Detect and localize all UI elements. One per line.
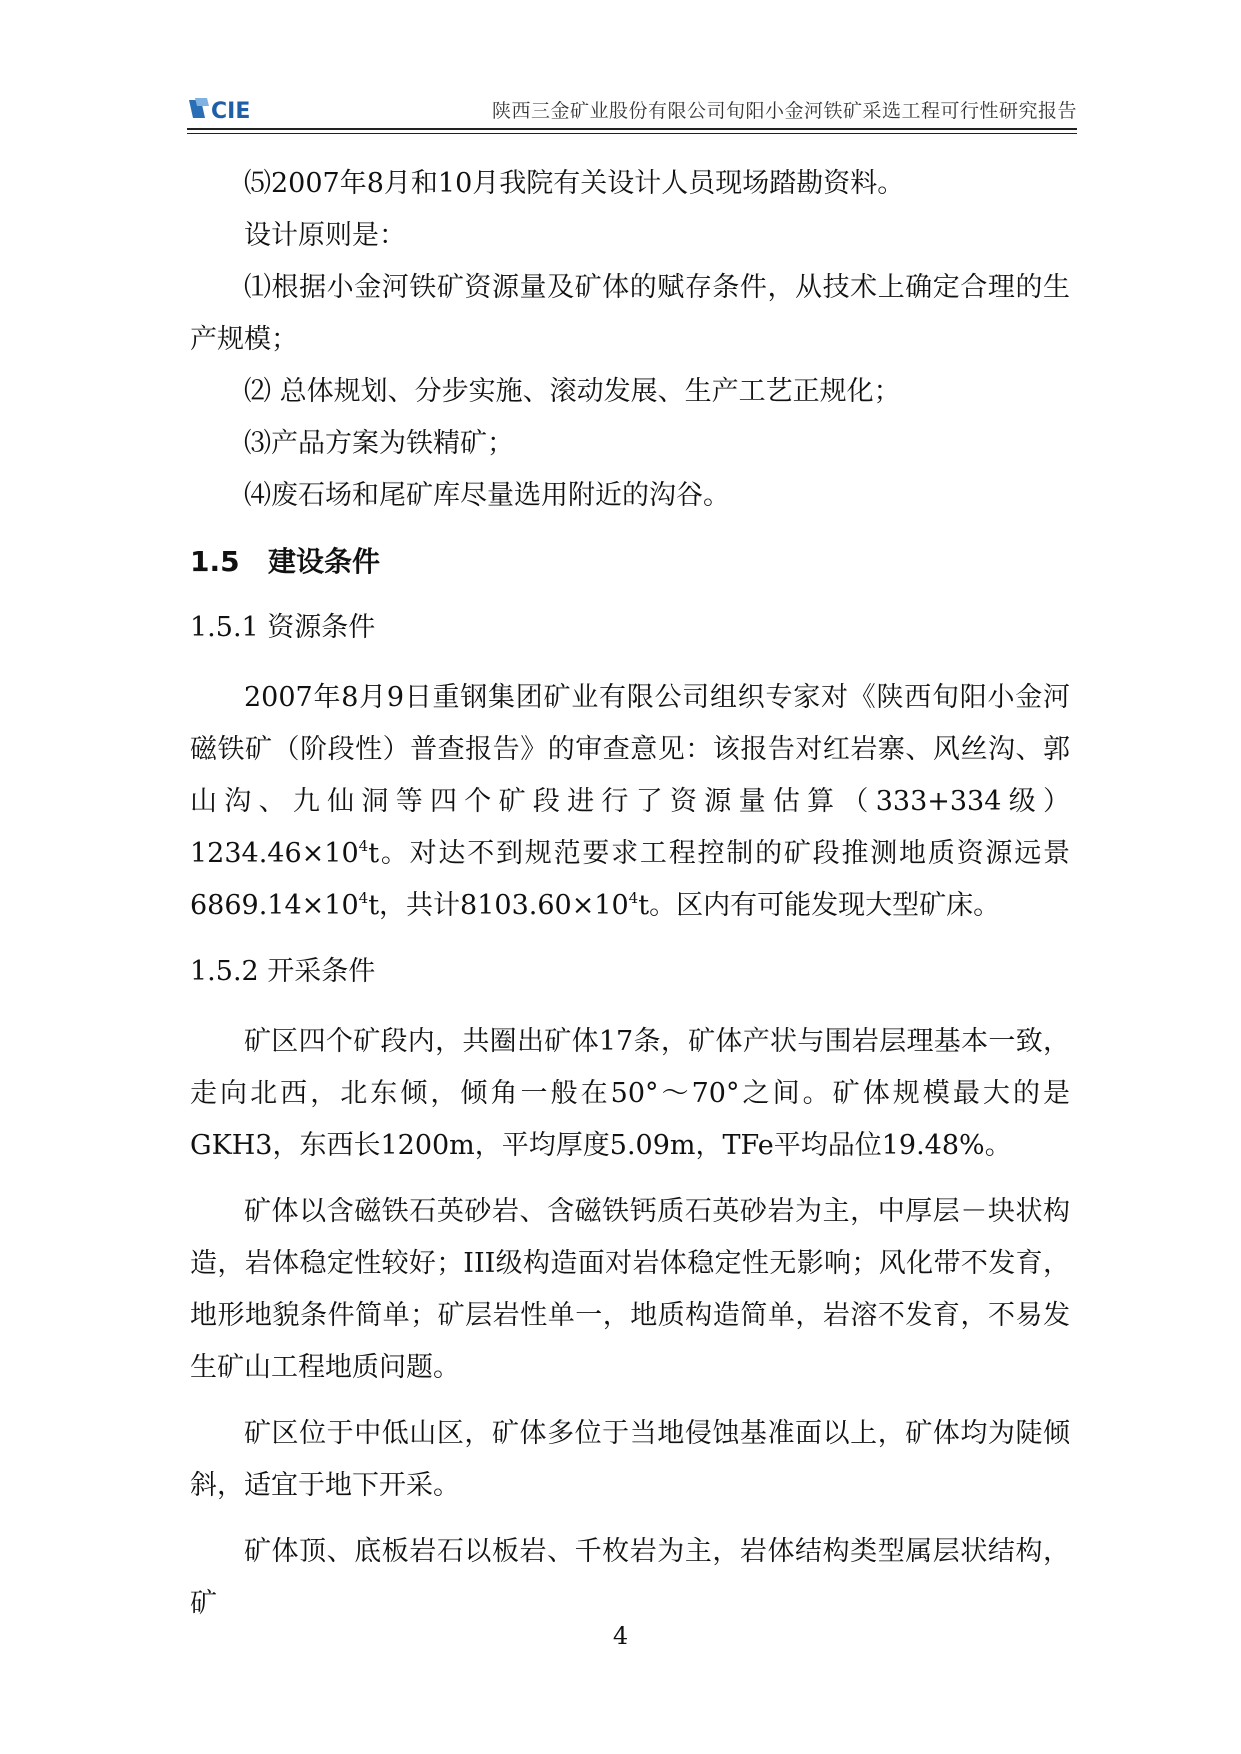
design-principles-label: 设计原则是： — [244, 220, 406, 251]
page-header — [187, 86, 1077, 130]
paragraph-item-5: ⑸2007年8月和10月我院有关设计人员现场踏勘资料。 — [244, 168, 905, 199]
section-title: 建设条件 — [268, 545, 381, 578]
cie-logo — [187, 96, 277, 122]
report-title: 陕西三金矿业股份有限公司旬阳小金河铁矿采选工程可行性研究报告 — [491, 100, 1077, 122]
section-number: 1.5 — [190, 545, 240, 578]
header-rule-thin — [187, 133, 1077, 134]
mining-paragraph: 矿区位于中低山区，矿体多位于当地侵蚀基准面以上，矿体均为陡倾斜，适宜于地下开采。 — [190, 1418, 1070, 1501]
subsection-heading-mining: 1.5.2 开采条件 — [190, 956, 376, 987]
body-content — [190, 158, 1070, 1630]
logo-text: CIE — [211, 99, 251, 122]
principle-3: ⑶产品方案为铁精矿； — [244, 428, 514, 459]
cie-logo-icon — [187, 96, 277, 122]
principle-2: ⑵ 总体规划、分步实施、滚动发展、生产工艺正规化； — [244, 376, 901, 407]
mining-paragraph: 矿体以含磁铁石英砂岩、含磁铁钙质石英砂岩为主，中厚层－块状构造，岩体稳定性较好；III级构造面对岩体稳定性无影响；风化带不发育，地形地貌条件简单；矿层岩性单一，地质构造简单，岩溶不发育，不易发生矿山工程地质问题。 — [190, 1196, 1070, 1383]
section-heading — [190, 532, 1070, 592]
principle-1: ⑴根据小金河铁矿资源量及矿体的赋存条件，从技术上确定合理的生产规模； — [190, 272, 1070, 355]
resource-paragraph: 2007年8月9日重钢集团矿业有限公司组织专家对《陕西旬阳小金河磁铁矿（阶段性）普查报告》的审查意见：该报告对红岩寨、风丝沟、郭山沟、九仙洞等四个矿段进行了资源量估算（333+334级）$1234.46\times 10^4t$。对达不到规范要求工程控制的矿段推测地质资源远景$6869.14\times 10^4t$，共计$8103.60\times 10^4t$。区内有可能发现大型矿床。 — [190, 682, 1070, 921]
page-number: 4 — [612, 1622, 629, 1650]
mining-paragraph: 矿体顶、底板岩石以板岩、千枚岩为主，岩体结构类型属层状结构，矿 — [190, 1536, 1070, 1619]
header-rule-thick — [187, 128, 1077, 130]
principle-4: ⑷废石场和尾矿库尽量选用附近的沟谷。 — [244, 480, 730, 511]
subsection-heading-resource: 1.5.1 资源条件 — [190, 612, 376, 643]
mining-paragraph: 矿区四个矿段内，共圈出矿体17条，矿体产状与围岩层理基本一致，走向北西，北东倾，倾角一般在50°～70°之间。矿体规模最大的是GKH3，东西长1200m，平均厚度5.09m，TFe平均品位19.48%。 — [190, 1026, 1070, 1161]
